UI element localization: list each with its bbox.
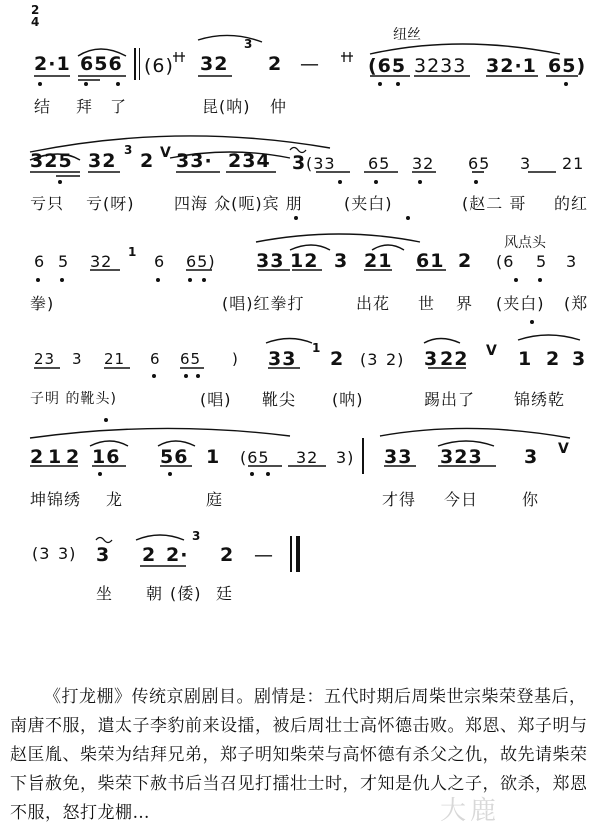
- note: 12: [290, 250, 319, 272]
- note: 33: [256, 250, 285, 272]
- barline: [362, 438, 364, 474]
- lyric: (唱)红拳打: [222, 294, 305, 313]
- note: 2: [140, 150, 155, 172]
- lyric: 锦绣乾: [514, 390, 566, 409]
- grace-note: 3: [192, 529, 201, 543]
- note: 32: [200, 53, 229, 75]
- note: 2: [30, 446, 45, 468]
- note: (6: [496, 252, 515, 271]
- note: 56: [160, 446, 189, 468]
- lyric: 廷: [216, 584, 234, 603]
- lyric: 界: [456, 294, 474, 313]
- lyric: 踢出了: [424, 390, 476, 409]
- note: (3: [32, 544, 51, 563]
- note: (65: [240, 448, 270, 467]
- lyric: 四海 众(呃)宾 朋: [174, 194, 303, 213]
- note: 33: [268, 348, 297, 370]
- note: 6: [34, 252, 46, 271]
- time-signature-bottom: 4: [31, 15, 40, 29]
- note: 61: [416, 250, 445, 272]
- note: 3: [96, 544, 111, 566]
- extension-dash: —: [300, 53, 320, 75]
- lyric: 出花: [356, 294, 391, 313]
- note: 1: [48, 446, 63, 468]
- note: 2·1: [34, 53, 71, 75]
- note: (6): [144, 55, 174, 77]
- lyric: (倭): [170, 584, 202, 603]
- lyric: 拜: [76, 97, 94, 116]
- percussion-label: 纽丝: [393, 27, 421, 43]
- lyric: 拳): [30, 294, 55, 313]
- note: 3: [524, 446, 539, 468]
- note: 32: [412, 154, 435, 173]
- note: ): [232, 350, 239, 368]
- note: 3: [572, 348, 587, 370]
- note: 32: [296, 448, 319, 467]
- lyric: (郑: [564, 294, 589, 313]
- note: 16: [92, 446, 121, 468]
- lyric: (夹白): [344, 194, 393, 213]
- lyric: 昆(呐): [202, 97, 251, 116]
- lyric: 亏(呀): [86, 194, 135, 213]
- lyric: 子明 的靴头): [30, 391, 117, 407]
- note: (3: [360, 350, 379, 369]
- note: 2: [66, 446, 81, 468]
- barline: [134, 48, 136, 80]
- note: 2: [546, 348, 561, 370]
- note: 2): [386, 350, 405, 369]
- note: 6: [150, 350, 161, 368]
- note: 2: [268, 53, 283, 75]
- note: 3: [292, 152, 307, 174]
- note: 32·1: [486, 55, 537, 77]
- lyric: 龙: [106, 490, 124, 509]
- note: 3233: [414, 55, 467, 77]
- lyric: (夹白): [496, 294, 545, 313]
- grace-note: 1: [128, 245, 137, 259]
- breath-mark: V: [558, 441, 569, 457]
- note: 65): [548, 55, 587, 77]
- note: 23: [34, 350, 56, 368]
- note: 3: [334, 250, 349, 272]
- note: 5: [536, 252, 548, 271]
- note: 234: [228, 150, 271, 172]
- note: 5: [58, 252, 70, 271]
- note: 3: [520, 154, 532, 173]
- breath-mark: V: [486, 343, 497, 359]
- note: 2: [330, 348, 345, 370]
- note: 3: [566, 252, 578, 271]
- note: 3): [58, 544, 77, 563]
- note: 3): [336, 448, 355, 467]
- note: 32: [90, 252, 113, 271]
- lyric: 世: [418, 294, 436, 313]
- lyric: 亏只: [30, 194, 65, 213]
- lyric: 才得: [382, 490, 417, 509]
- note: 22: [440, 348, 469, 370]
- lyric: 庭: [206, 490, 224, 509]
- note: 65: [180, 350, 202, 368]
- breath-mark: V: [160, 145, 171, 161]
- lyric: 今日: [444, 490, 479, 509]
- note: 65: [368, 154, 391, 173]
- lyric: 靴尖: [262, 390, 297, 409]
- note: 1: [206, 446, 221, 468]
- note: 323: [440, 446, 483, 468]
- note: 33: [384, 446, 413, 468]
- barline: [139, 48, 140, 80]
- lyric: 的红: [554, 194, 589, 213]
- note: (65: [368, 55, 407, 77]
- note: 2: [142, 544, 157, 566]
- note: 656: [80, 53, 123, 75]
- grace-note: 3: [124, 143, 133, 157]
- note: 325: [30, 150, 73, 172]
- note: 65): [186, 252, 216, 271]
- lyric: (呐): [332, 390, 364, 409]
- lyric: 你: [522, 490, 540, 509]
- grace-note: 3: [244, 37, 253, 51]
- percussion-label: 风点头: [504, 235, 546, 251]
- grace-note: 1: [312, 341, 321, 355]
- note: 2: [220, 544, 235, 566]
- lyric: 结: [34, 97, 52, 116]
- final-barline-thin: [290, 536, 292, 572]
- description-paragraph: 《打龙棚》传统京剧剧目。剧情是：五代时期后周柴世宗柴荣登基后，南唐不服，遣太子李豹前来设擂，被后周壮士高怀德击败。郑恩、郑子明与赵匡胤、柴荣为结拜兄弟，郑子明知柴荣与高怀德有杀父之仇，故先请柴荣下旨赦免，柴荣下赦书后当召见打擂壮士时，才知是仇人之子，欲杀，郑恩不服，怒打龙棚…: [10, 687, 588, 823]
- lyric: 朝: [146, 584, 164, 603]
- lyric: 坤锦绣: [30, 490, 82, 509]
- note: 21: [562, 154, 585, 173]
- note: 21: [104, 350, 126, 368]
- lyric: 了: [110, 97, 128, 116]
- time-signature-top: 2: [31, 3, 40, 17]
- note: 65: [468, 154, 491, 173]
- extension-dash: —: [254, 544, 274, 566]
- lyric: (唱): [200, 390, 232, 409]
- note: 3: [72, 350, 83, 368]
- note: 2: [458, 250, 473, 272]
- note: 2·: [166, 544, 189, 566]
- lyric: 仲: [270, 97, 288, 116]
- lyric: 坐: [96, 584, 114, 603]
- note: 33·: [176, 150, 213, 172]
- note: 3: [424, 348, 439, 370]
- note: 1: [518, 348, 533, 370]
- note: 6: [154, 252, 166, 271]
- lyric: (赵二 哥: [462, 194, 527, 213]
- watermark: 大鹿: [440, 796, 501, 826]
- note: (33: [306, 154, 336, 173]
- note: 32: [88, 150, 117, 172]
- note: 21: [364, 250, 393, 272]
- final-barline-thick: [296, 536, 300, 572]
